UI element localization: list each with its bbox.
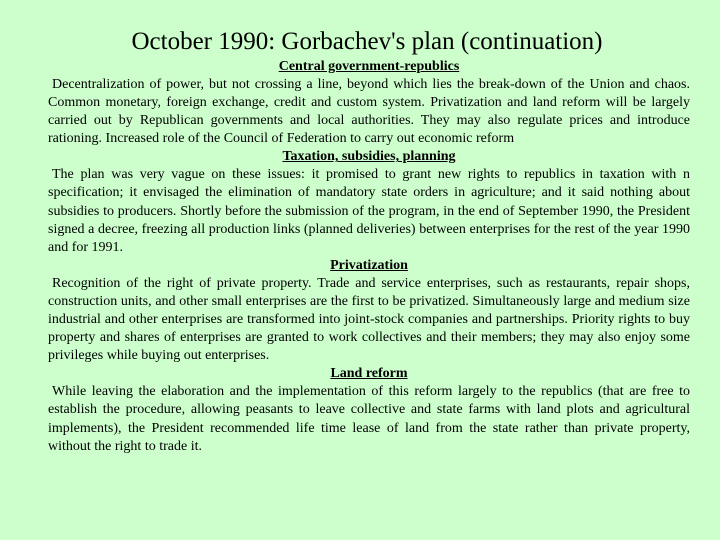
section-taxation <box>48 148 690 256</box>
section-body-central-government: Decentralization of power, but not crossing a line, beyond which lies the break-down of the Union and chaos. Common monetary, foreign exchange, credit and custom system. Privatization and land reform will be largely carried out by Republican governments and local authorities. They may also regulate prices and introduce rationing. Increased role of the Council of Federation to carry out economic reform <box>48 77 690 147</box>
section-body-taxation: The plan was very vague on these issues: it promised to grant new rights to republics in taxation with n specification; it envisaged the elimination of mandatory state orders in agriculture; and it said nothing about subsidies to producers. Shortly before the submission of the program, in the end of September 1990, the President signed a decree, freezing all production links (planned deliveries) between enterprises for the rest of the year 1990 and for 1991. <box>48 167 690 255</box>
section-heading-land-reform: Land reform <box>330 366 408 382</box>
section-central-government <box>48 58 690 148</box>
section-heading-privatization: Privatization <box>330 257 408 273</box>
section-heading-taxation: Taxation, subsidies, planning <box>282 149 456 165</box>
section-land-reform <box>48 365 690 455</box>
section-body-privatization: Recognition of the right of private property. Trade and service enterprises, such as restaurants, repair shops, construction units, and other small enterprises are the first to be privatized. Simultaneously large and medium size industrial and other enterprises are transformed into joint-stock companies and partnerships. Priority rights to buy property and shares of enterprises are granted to work collectives and their members; they may also enjoy some privileges while buying out enterprises. <box>48 275 690 364</box>
section-privatization <box>48 257 690 365</box>
slide-content <box>48 58 690 456</box>
section-heading-central-government: Central government-republics <box>278 59 460 74</box>
section-body-land-reform: While leaving the elaboration and the implementation of this reform largely to the republics (that are free to establish the procedure, allowing peasants to leave collective and state farms with land plots and agricultural implements), the President recommended life time lease of land from the state rather than private property, without the right to trade it. <box>48 384 690 454</box>
slide-title: October 1990: Gorbachev's plan (continuation) <box>131 28 603 55</box>
